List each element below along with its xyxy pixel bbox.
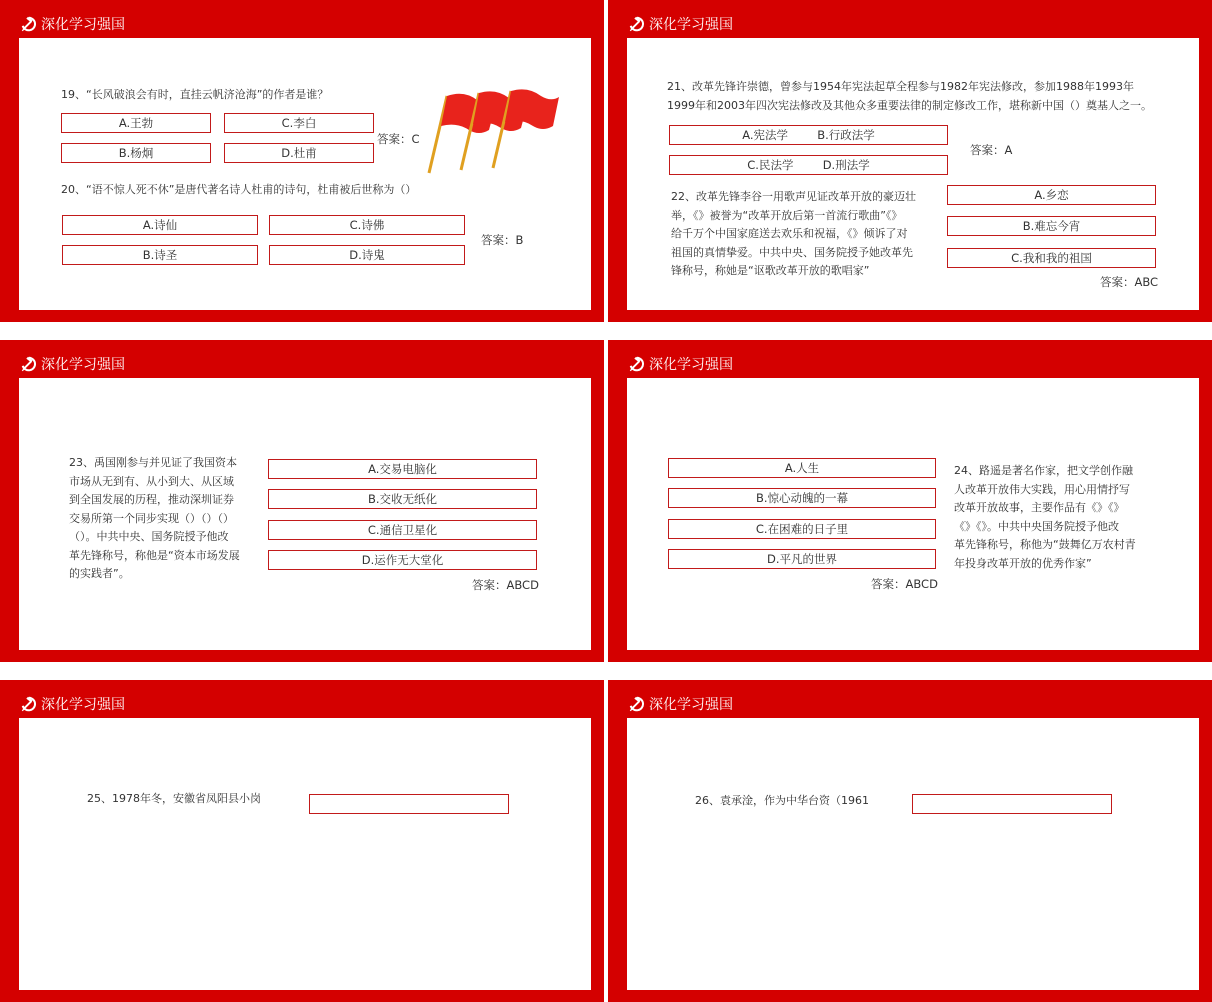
- question-21: 21、改革先锋许崇德，曾参与1954年宪法起草全程参与1982年宪法修改，参加1988年1993年 1999年和2003年四次宪法修改及其他众多重要法律的制定修改工作，堪称新中国（）奠基人之一。: [667, 80, 1152, 112]
- slide-header: [20, 694, 125, 714]
- option-24-d[interactable]: D.平凡的世界: [668, 549, 936, 569]
- answer-20: 答案：B: [481, 233, 524, 247]
- header-title: 深化学习强国: [649, 357, 733, 373]
- party-emblem-icon: [628, 15, 646, 33]
- option-23-d[interactable]: D.运作无大堂化: [268, 550, 537, 570]
- question-24: 24、路遥是著名作家，把文学创作融 人改革开放伟大实践，用心用情抒写 改革开放故事，主要作品有《》《》 《》《》。中共中央国务院授予他改 革先锋称号，称他为“鼓舞亿万农村青 年投身改革开放的优秀作家”: [954, 464, 1136, 570]
- question-22: 22、改革先锋李谷一用歌声见证改革开放的豪迈壮 举，《》被誉为“改革开放后第一首流行歌曲”《》 给千万个中国家庭送去欢乐和祝福，《》倾诉了对 祖国的真情挚爱。中共中央、国务院授予她改革先 锋称号，称她是“讴歌改革开放的歌唱家”: [671, 190, 916, 277]
- party-emblem-icon: [628, 355, 646, 373]
- option-26-a[interactable]: [912, 794, 1112, 814]
- slide-25: [0, 680, 604, 1002]
- content-panel: [19, 38, 591, 310]
- slide-19-20: [0, 0, 604, 322]
- option-23-b[interactable]: B.交收无纸化: [268, 489, 537, 509]
- header-title: 深化学习强国: [649, 697, 733, 713]
- option-20-c[interactable]: C.诗佛: [269, 215, 465, 235]
- content-panel: [19, 378, 591, 650]
- slide-24: [608, 340, 1212, 662]
- party-emblem-icon: [20, 355, 38, 373]
- slide-23: [0, 340, 604, 662]
- option-23-c[interactable]: C.通信卫星化: [268, 520, 537, 540]
- option-20-a[interactable]: A.诗仙: [62, 215, 258, 235]
- header-title: 深化学习强国: [41, 697, 125, 713]
- option-22-c[interactable]: C.我和我的祖国: [947, 248, 1156, 268]
- option-19-a[interactable]: A.王勃: [61, 113, 211, 133]
- option-23-a[interactable]: A.交易电脑化: [268, 459, 537, 479]
- slide-26: [608, 680, 1212, 1002]
- answer-21: 答案：A: [970, 143, 1013, 157]
- option-21-ab[interactable]: A.宪法学 B.行政法学: [669, 125, 948, 145]
- red-flags-icon: [419, 88, 559, 178]
- slide-header: [628, 354, 733, 374]
- answer-22: 答案：ABC: [1100, 275, 1159, 289]
- party-emblem-icon: [20, 15, 38, 33]
- option-19-b[interactable]: B.杨炯: [61, 143, 211, 163]
- option-24-c[interactable]: C.在困难的日子里: [668, 519, 936, 539]
- question-19: 19、“长风破浪会有时，直挂云帆济沧海”的作者是谁？: [61, 88, 329, 101]
- slide-header: [628, 14, 733, 34]
- header-title: 深化学习强国: [41, 357, 125, 373]
- content-panel: [627, 718, 1199, 990]
- party-emblem-icon: [628, 695, 646, 713]
- option-19-d[interactable]: D.杜甫: [224, 143, 374, 163]
- header-title: 深化学习强国: [41, 17, 125, 33]
- slide-21-22: [608, 0, 1212, 322]
- option-20-b[interactable]: B.诗圣: [62, 245, 258, 265]
- content-panel: [627, 378, 1199, 650]
- question-23: 23、禹国刚参与并见证了我国资本 市场从无到有、从小到大、从区域 到全国发展的历程，推动深圳证券 交易所第一个同步实现（）（）（） （）。中共中央、国务院授予他改 革先锋称号，称他是“资本市场发展 的实践者”。: [69, 456, 240, 580]
- option-21-cd[interactable]: C.民法学 D.刑法学: [669, 155, 948, 175]
- slide-header: [20, 354, 125, 374]
- question-25: 25、1978年冬，安徽省凤阳县小岗: [87, 792, 261, 805]
- question-20: 20、“语不惊人死不休”是唐代著名诗人杜甫的诗句，杜甫被后世称为（）: [61, 183, 417, 196]
- option-20-d[interactable]: D.诗鬼: [269, 245, 465, 265]
- question-26: 26、袁承淦，作为中华台资（1961: [695, 794, 869, 807]
- option-25-a[interactable]: [309, 794, 509, 814]
- option-22-a[interactable]: A.乡恋: [947, 185, 1156, 205]
- slide-header: [628, 694, 733, 714]
- slide-header: [20, 14, 125, 34]
- option-24-b[interactable]: B.惊心动魄的一幕: [668, 488, 936, 508]
- answer-24: 答案：ABCD: [871, 577, 938, 591]
- answer-19: 答案：C: [377, 132, 420, 146]
- option-24-a[interactable]: A.人生: [668, 458, 936, 478]
- option-19-c[interactable]: C.李白: [224, 113, 374, 133]
- content-panel: [627, 38, 1199, 310]
- option-22-b[interactable]: B.难忘今宵: [947, 216, 1156, 236]
- answer-23: 答案：ABCD: [472, 578, 539, 592]
- header-title: 深化学习强国: [649, 17, 733, 33]
- content-panel: [19, 718, 591, 990]
- party-emblem-icon: [20, 695, 38, 713]
